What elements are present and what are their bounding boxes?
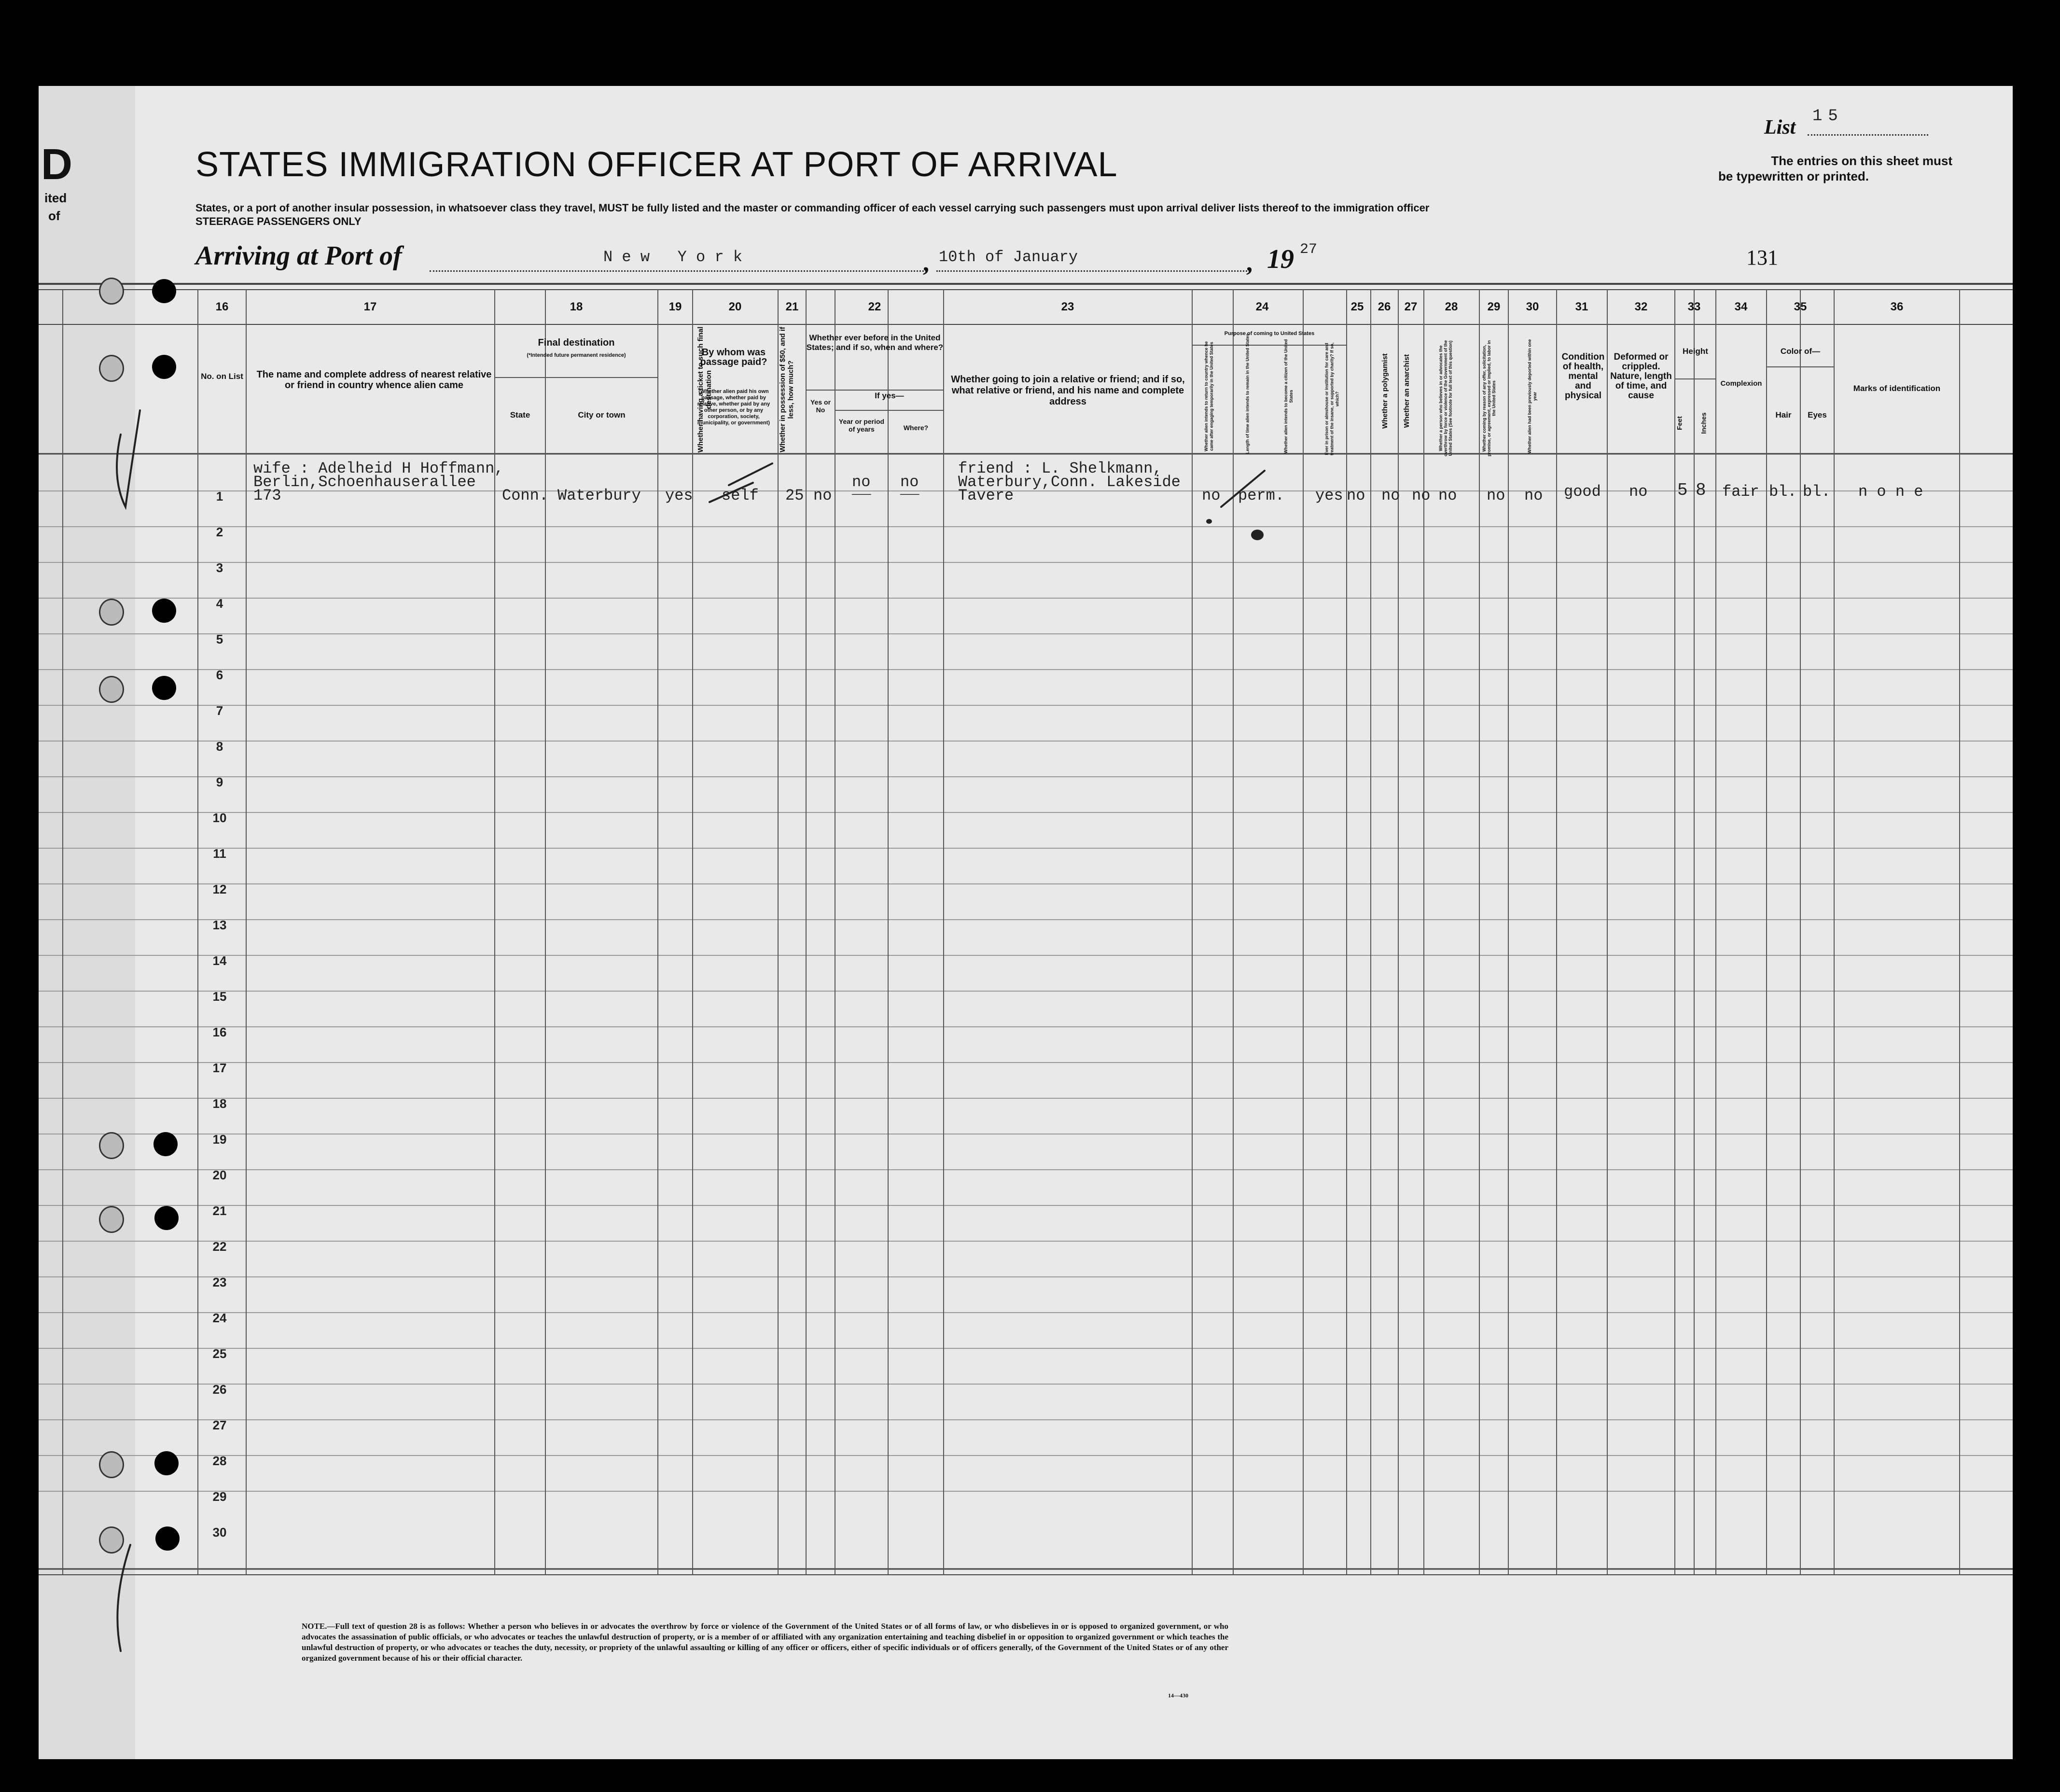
column-number: 32 [1634,300,1648,313]
header-purpose: Purpose of coming to United States [1224,331,1315,336]
column-number: 23 [1061,300,1074,313]
arrival-date: 10th of January [939,248,1078,266]
join-line-1: friend : L. Shelkmann, [958,460,1162,477]
row-number: 23 [212,1275,227,1289]
header-health: Condition of health, mental and physical [1561,352,1605,401]
header-state: State [510,410,530,420]
column-number: 29 [1487,300,1501,313]
steerage-label: STEERAGE PASSENGERS ONLY [195,215,362,227]
row-number: 30 [212,1525,227,1540]
row-number: 9 [216,775,223,789]
health-value: good [1564,483,1601,501]
row-number: 3 [216,560,223,575]
row-number: 2 [216,525,223,539]
row-number: 18 [212,1096,227,1111]
row-number: 21 [212,1204,227,1218]
citizen-value: yes [1315,487,1343,504]
header-where: Where? [903,424,929,432]
hair-value: bl. [1769,483,1797,501]
header-passage-paid-sub: (Whether alien paid his own passage, whether paid by relative, whether paid by any other person, or by any corporation, society, municipality, or government) [697,389,770,426]
header-city: City or town [578,410,626,420]
list-label: List [1764,116,1796,139]
column-number: 33 [1687,300,1701,313]
row-number: 14 [212,953,227,968]
relative-line-1: wife : Adelheid H Hoffmann, [253,460,504,477]
height-feet-value: 5 [1677,480,1688,500]
header-if-yes: If yes— [875,391,904,400]
page-title: STATES IMMIGRATION OFFICER AT PORT OF ARRIVAL [195,145,1118,184]
column-number: 16 [215,300,229,313]
join-line-2: Waterbury,Conn. Lakeside [958,473,1181,491]
deformed-value: no [1629,483,1648,501]
header-final-destination: Final destination [538,337,615,348]
row-number: 25 [212,1346,227,1361]
header-yes-no: Yes or No [810,398,831,414]
header-marks: Marks of identification [1853,384,1941,393]
header-ticket: Whether having a ticket to such final destination [696,326,713,453]
list-number: 15 [1812,107,1844,126]
typewritten-note-2: be typewritten or printed. [1718,169,1869,183]
dest-city: Waterbury [557,487,641,504]
row-number: 6 [216,668,223,682]
years-value: no [852,473,871,491]
comma-2: , [1246,249,1253,277]
header-polygamist: Whether a polygamist [1381,353,1389,429]
deported-value: no [1524,487,1543,504]
margin-text-2: of [48,209,60,223]
column-number: 21 [785,300,799,313]
column-number: 30 [1526,300,1539,313]
polygamist-value: no [1381,487,1400,504]
footnote-text: NOTE.—Full text of question 28 is as follows: Whether a person who believes in or advocates the overthrow by force or violence of the Government of the United States or of all forms of law, or who disbelieves in or is opposed to organized government, or who advocates the assassination of public officials, or who advocates or teaches the unlawful destruction of property, or is a member of or affiliated with any organization entertaining and teaching disbelief in or opposition to organized government or which teaches the unlawful destruction of property, or who advocates or teaches the duty, necessity, or propriety of the unlawful assaulting or killing of any officer or officers, either of specific individuals or of officers generally, of the Government of the United States or of any other organized government because of his or their official character. [302,1622,1228,1663]
column-number: 31 [1575,300,1588,313]
header-anarchist: Whether an anarchist [1403,354,1411,428]
port-name: N e w Y o r k [603,248,743,266]
header-years: Year or period of years [838,418,885,433]
height-inches-value: 8 [1696,480,1706,500]
column-number: 17 [363,300,377,313]
typewritten-note-1: The entries on this sheet must [1771,154,1952,168]
row-number: 20 [212,1168,227,1182]
header-final-destination-sub: (*Intended future permanent residence) [527,352,626,358]
years-dash: ——— [852,489,871,501]
row-number: 11 [213,846,226,861]
before-in-us-value: no [813,487,832,504]
header-no-on-list: No. on List [201,372,243,381]
marks-value: n o n e [1858,483,1923,501]
where-dash: ——— [900,489,919,501]
row-number: 13 [212,918,227,932]
year-suffix: 27 [1300,241,1318,258]
header-feet: Feet [1675,416,1684,430]
header-citizen: Whether alien intends to become a citizen of the United States [1283,339,1294,454]
overthrow-value: no [1438,487,1457,504]
money-value: 25 [785,487,804,504]
column-number: 24 [1255,300,1269,313]
return-intent-value: no [1202,487,1221,504]
relative-line-3: 173 [253,487,281,504]
row-number: 4 [216,596,223,611]
header-length-stay: Length of time alien intends to remain in the United States [1245,333,1250,454]
header-overthrow: Whether a person who believes in or advocates the overthrow by force or violence of the Government of the United States (See footnote for full text of this question) [1438,340,1453,457]
header-passage-paid: By whom was passage paid? [700,347,767,367]
labor-offer-value: no [1487,487,1505,504]
header-color: Color of— [1780,347,1821,356]
row-number: 22 [212,1239,227,1254]
relative-line-2: Berlin,Schoenhauserallee [253,473,476,491]
row-number: 15 [212,989,227,1004]
column-number: 22 [868,300,881,313]
where-value: no [900,473,919,491]
dest-state: Conn. [502,487,549,504]
header-complexion: Complexion [1720,379,1762,388]
paid-by-value: self [722,487,759,504]
row-number: 27 [212,1418,227,1432]
header-relative: The name and complete address of nearest relative or friend in country whence alien came [256,369,492,391]
header-deformed: Deformed or crippled. Nature, length of time, and cause [1610,352,1672,401]
column-number: 18 [570,300,583,313]
header-deported: Whether alien had been previously deported within one year [1527,339,1537,454]
column-number: 36 [1890,300,1904,313]
row-number: 17 [212,1061,227,1075]
eyes-value: bl. [1803,483,1831,501]
row-number: 26 [212,1382,227,1397]
row-number: 19 [212,1132,227,1147]
header-labor-offer: Whether coming by reason of any offer, solicitation, promise, or agreement, expressed or implied, to labor in the United States [1482,340,1496,457]
complexion-value: fair [1722,483,1759,501]
row-number: 28 [212,1454,227,1468]
header-eyes: Eyes [1808,410,1827,420]
column-number: 20 [728,300,742,313]
comma-1: , [923,249,929,277]
column-number: 25 [1350,300,1364,313]
year-prefix: 19 [1267,244,1294,274]
header-inches: Inches [1699,412,1708,434]
row-number: 29 [212,1489,227,1504]
row-number: 1 [216,489,223,504]
header-money: Whether in possession of $50, and if less, how much? [779,326,795,453]
form-number: 14—430 [1168,1692,1188,1699]
header-return-intent: Whether alien intends to return to country whence he came after engaging temporarily in the United States [1204,341,1214,452]
row-number: 8 [216,739,223,754]
ticket-value: yes [665,487,693,504]
join-line-3: Tavere [958,487,1014,504]
column-number: 26 [1378,300,1391,313]
page-number: 131 [1746,246,1778,269]
row-number: 16 [212,1025,227,1039]
margin-letter: D [41,140,72,189]
header-height: Height [1683,347,1708,356]
header-hair: Hair [1775,410,1792,420]
header-before-in-us: Whether ever before in the United States; and if so, when and where? [806,333,944,352]
header-prison: Ever in prison or almshouse or institution for care and treatment of the insane, or supported by charity? If so, which? [1324,342,1340,456]
column-number: 27 [1404,300,1418,313]
length-stay-value: perm. [1238,487,1285,504]
prison-value: no [1347,487,1365,504]
row-number: 12 [212,882,227,896]
column-number: 19 [668,300,682,313]
arriving-label: Arriving at Port of [195,241,402,271]
instruction-text: States, or a port of another insular possession, in whatsoever class they travel, MUST be fully listed and the master or commanding officer of each vessel carrying such passengers must upon arrival deliver lists thereof to the immigration officer [195,202,1430,214]
margin-text-1: ited [44,191,67,205]
header-join-relative: Whether going to join a relative or friend; and if so, what relative or friend, and his name and complete address [951,374,1185,407]
row-number: 7 [216,703,223,718]
column-number: 28 [1445,300,1458,313]
anarchist-value: no [1412,487,1431,504]
row-number: 10 [212,811,227,825]
row-number: 5 [216,632,223,646]
row-number: 24 [212,1311,227,1325]
column-number: 34 [1734,300,1748,313]
column-number: 35 [1794,300,1807,313]
